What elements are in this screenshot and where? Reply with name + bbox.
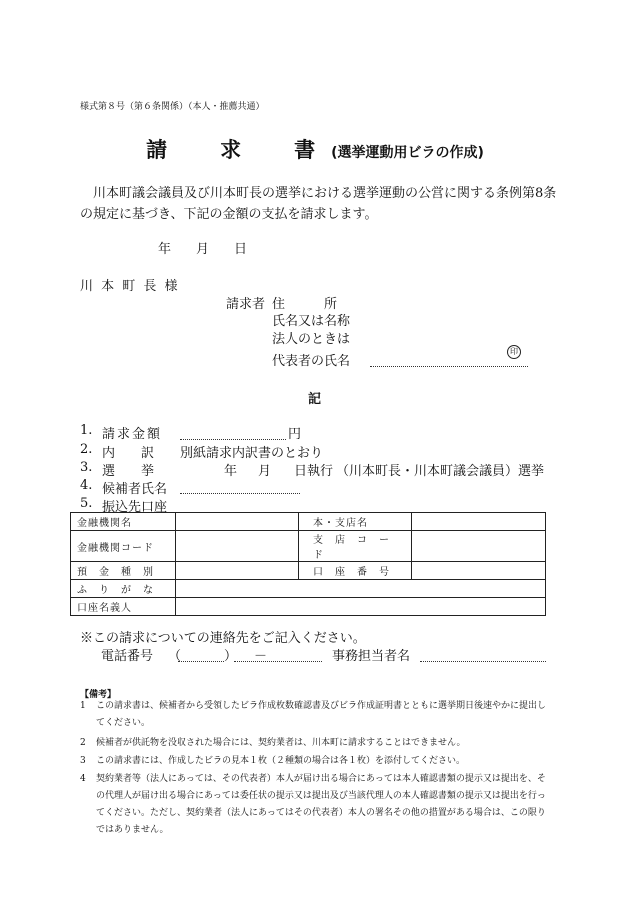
date-day: 日: [234, 242, 248, 257]
furigana-cell[interactable]: [176, 580, 546, 598]
bank-table: [70, 512, 546, 616]
bank-name-label: 金融機関名: [71, 513, 176, 531]
item-1-yen: 円: [288, 427, 302, 442]
note-2-num: 2: [80, 738, 86, 748]
phone-label: 電話番号: [101, 649, 154, 664]
branch-name-cell[interactable]: [412, 513, 546, 531]
phone-area-line[interactable]: [178, 661, 224, 662]
table-row: [71, 513, 546, 531]
address-label: 住 所: [272, 297, 338, 312]
amount-line[interactable]: [180, 439, 286, 440]
branch-name-label: 本・支店名: [299, 513, 412, 531]
item-1-num: 1.: [80, 423, 93, 438]
bank-name-cell[interactable]: [176, 513, 299, 531]
note-4-num: 4: [80, 774, 86, 784]
corp-label: 法人のときは: [272, 332, 351, 347]
bank-code-label: 金融機関コード: [71, 531, 176, 562]
item-4-num: 4.: [80, 478, 93, 493]
deposit-type-label: 預 金 種 別: [71, 562, 176, 580]
rep-label: 代表者の氏名: [272, 354, 351, 369]
form-number: 様式第８号（第６条関係）（本人・推薦共通）: [80, 102, 265, 112]
name-label: 氏名又は名称: [272, 314, 351, 329]
note-3-num: 3: [80, 756, 86, 766]
furigana-label: ふ り が な: [71, 580, 176, 598]
note-2: [80, 735, 556, 752]
phone-dash: －: [254, 649, 268, 664]
note-2-text: 候補者が供託物を没収された場合には、契約業者は、川本町に請求することはできません。: [96, 738, 466, 748]
item-4-label: 候補者氏名: [102, 482, 168, 497]
title-main: 請 求 書: [146, 138, 332, 162]
table-row: [71, 562, 546, 580]
item-3-month: 月: [258, 464, 272, 479]
item-2-value: 別紙請求内訳書のとおり: [180, 446, 324, 461]
date-month: 月: [196, 242, 210, 257]
intro-paragraph: 川本町議会議員及び川本町長の選挙における選挙運動の公営に関する条例第8条の規定に基づき、下記の金額の支払を請求します。: [80, 186, 557, 222]
seal-mark: 印: [507, 345, 521, 359]
phone-number-line[interactable]: [234, 661, 322, 662]
branch-code-cell[interactable]: [412, 531, 546, 562]
table-row: [71, 531, 546, 562]
account-number-cell[interactable]: [412, 562, 546, 580]
staff-label: 事務担当者名: [332, 649, 411, 664]
note-3-text: この請求書には、作成したビラの見本１枚（２種類の場合は各１枚）を添付してください。: [96, 756, 466, 766]
item-5-num: 5.: [80, 496, 93, 511]
addressee: 川 本 町 長 様: [80, 279, 180, 294]
date-year: 年: [158, 242, 172, 257]
item-5-label: 振込先口座: [102, 500, 168, 515]
rep-name-line[interactable]: [370, 366, 528, 367]
note-1: [80, 698, 556, 732]
item-2-label: 内 訳: [102, 446, 155, 461]
item-3-num: 3.: [80, 460, 93, 475]
account-holder-cell[interactable]: [176, 598, 546, 616]
table-row: [71, 598, 546, 616]
item-3-label: 選 挙: [102, 464, 155, 479]
deposit-type-cell[interactable]: [176, 562, 299, 580]
candidate-name-line[interactable]: [180, 493, 300, 494]
item-1-label: 請求金額: [102, 427, 163, 442]
table-row: [71, 580, 546, 598]
phone-paren-close: ）: [224, 649, 238, 664]
note-1-text: この請求書は、候補者から受領したビラ作成枚数確認書及びビラ作成証明書とともに選挙期日後速やかに提出してください。: [96, 701, 547, 728]
staff-name-line[interactable]: [420, 661, 546, 662]
account-holder-label: 口座名義人: [71, 598, 176, 616]
item-3-year: 年: [224, 464, 238, 479]
item-3-held: 日執行: [294, 464, 334, 479]
note-1-num: 1: [80, 701, 86, 711]
title-sub: (選挙運動用ビラの作成): [331, 145, 484, 161]
notes-heading: 【備考】: [80, 690, 117, 700]
page-title: [0, 134, 630, 164]
account-number-label: 口 座 番 号: [299, 562, 412, 580]
ki-heading: 記: [308, 392, 322, 407]
note-3: [80, 753, 556, 770]
item-3-type: （川本町長・川本町議会議員）選挙: [336, 464, 545, 479]
branch-code-label: 支 店 コ ー ド: [299, 531, 412, 562]
item-2-num: 2.: [80, 442, 93, 457]
contact-heading: ※この請求についての連絡先をご記入ください。: [80, 631, 366, 646]
claimant-label: 請求者: [226, 297, 266, 312]
phone-paren-open: （: [168, 649, 182, 664]
bank-code-cell[interactable]: [176, 531, 299, 562]
note-4: [80, 771, 556, 839]
note-4-text: 契約業者等（法人にあっては、その代表者）本人が届け出る場合にあっては本人確認書類の提示又は提出を、その代理人が届け出る場合にあっては委任状の提示又は提出及び当該代理人の本人確認書類の提示又は提出を行ってください。ただし、契約業者（法人にあってはその代表者）本人の署名その他の措置がある場合は、この限りではありません。: [96, 774, 546, 835]
